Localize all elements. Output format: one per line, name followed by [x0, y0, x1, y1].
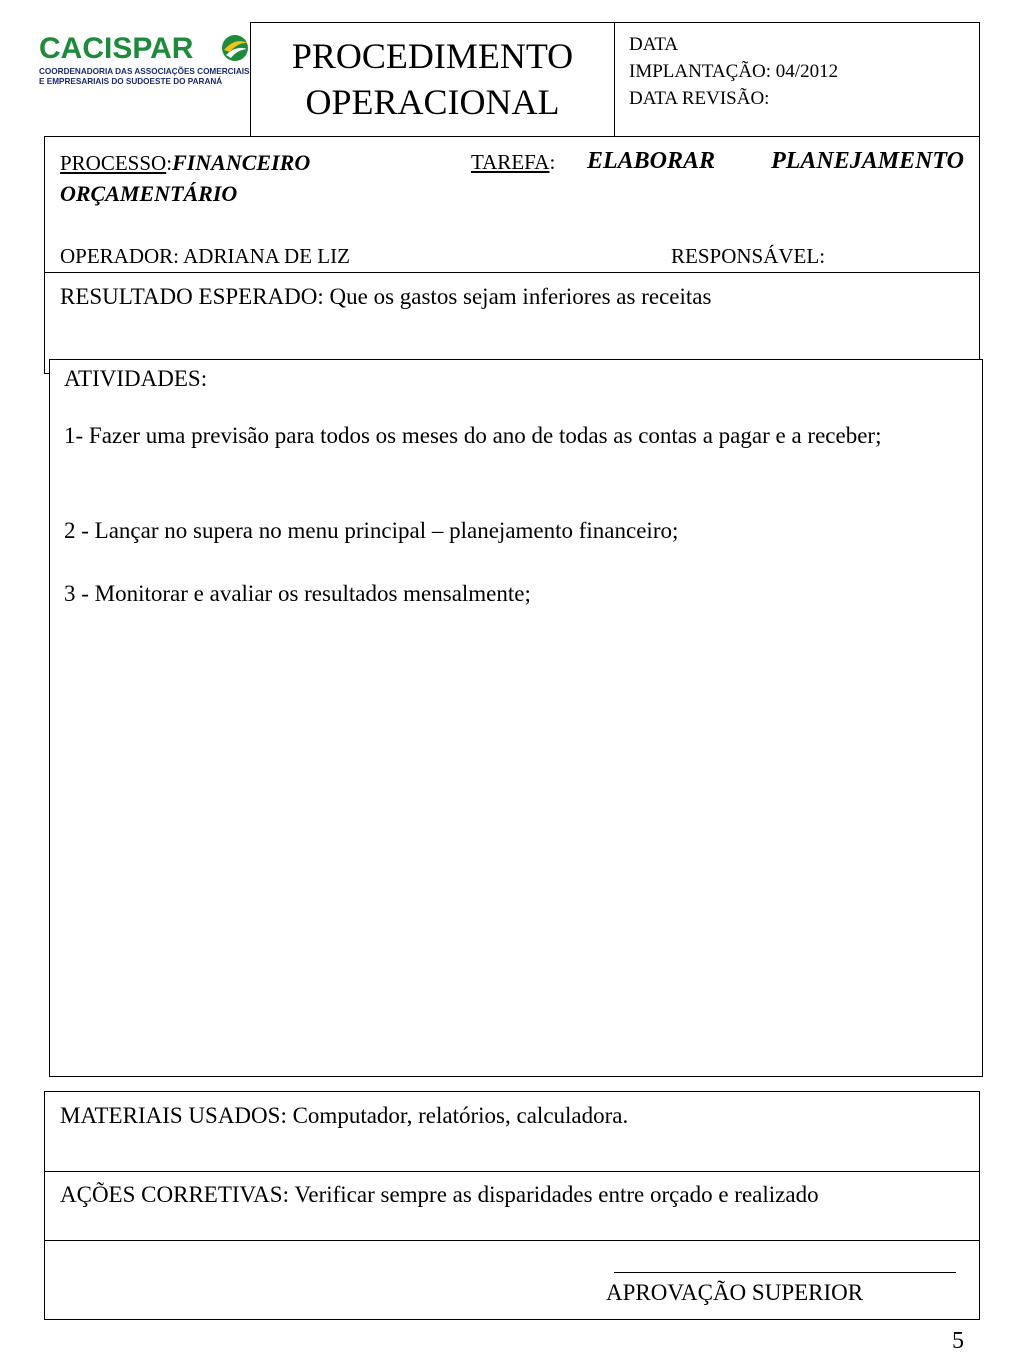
- page-number: 5: [952, 1328, 964, 1354]
- implantation-date: IMPLANTAÇÃO: 04/2012: [629, 61, 839, 82]
- task-field: [471, 150, 555, 175]
- approval-label: APROVAÇÃO SUPERIOR: [606, 1280, 864, 1305]
- revision-date: DATA REVISÃO:: [629, 88, 770, 109]
- task-colon: :: [549, 150, 556, 174]
- divider: [45, 1171, 979, 1172]
- activity-item-1: 1- Fazer uma previsão para todos os meses do ano de todas as contas a pagar e a receber;: [64, 423, 882, 448]
- task-value-word1: ELABORAR: [587, 148, 716, 174]
- title-line1: PROCEDIMENTO: [291, 36, 574, 76]
- task-value-line2: ORÇAMENTÁRIO: [60, 181, 238, 206]
- logo-mark-icon: [218, 33, 252, 63]
- signature-line: [614, 1272, 956, 1273]
- logo-subtitle-line2: E EMPRESARIAIS DO SUDOESTE DO PARANÁ: [39, 77, 223, 86]
- logo-name: CACISPAR: [39, 32, 194, 65]
- activities-block: [49, 359, 983, 1077]
- expected-result-text: RESULTADO ESPERADO: Que os gastos sejam inferiores as receitas: [60, 284, 712, 309]
- divider: [45, 1240, 979, 1241]
- title-cell: [250, 22, 615, 137]
- process-block: [44, 136, 980, 273]
- task-label: TAREFA: [471, 150, 550, 174]
- operator-field: OPERADOR: ADRIANA DE LIZ: [60, 244, 350, 268]
- document-title: [251, 33, 614, 125]
- corrective-actions-text: AÇÕES CORRETIVAS: Verificar sempre as disparidades entre orçado e realizado: [60, 1182, 819, 1207]
- process-field: [60, 150, 310, 176]
- process-colon: :: [166, 151, 173, 175]
- logo-subtitle: [39, 67, 254, 87]
- activities-heading: ATIVIDADES:: [64, 366, 208, 391]
- date-cell: [614, 22, 980, 137]
- materials-text: MATERIAIS USADOS: Computador, relatórios, calculadora.: [60, 1103, 629, 1128]
- activity-item-3: 3 - Monitorar e avaliar os resultados mensalmente;: [64, 581, 531, 606]
- activity-item-2: 2 - Lançar no supera no menu principal – planejamento financeiro;: [64, 518, 679, 543]
- process-value: FINANCEIRO: [172, 150, 311, 175]
- date-label: DATA: [629, 34, 679, 55]
- logo: [36, 32, 252, 92]
- title-line2: OPERACIONAL: [305, 82, 560, 122]
- process-label: PROCESSO: [60, 151, 167, 175]
- task-value-word2: PLANEJAMENTO: [771, 148, 964, 174]
- logo-subtitle-line1: COORDENADORIA DAS ASSOCIAÇÕES COMERCIAIS: [39, 67, 250, 76]
- responsible-field: RESPONSÁVEL:: [671, 244, 826, 268]
